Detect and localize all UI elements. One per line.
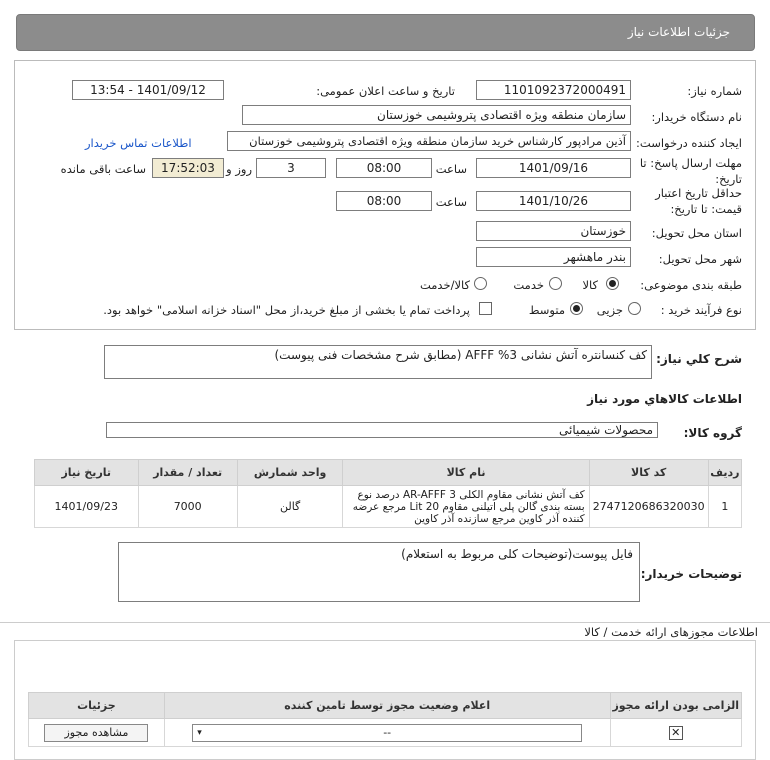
divider xyxy=(0,622,770,623)
goods-section-title: اطلاعات کالاهاي مورد نياز xyxy=(587,392,742,406)
col-unit: واحد شمارش xyxy=(237,460,343,486)
notes-label: توضیحات خریدار: xyxy=(640,567,742,581)
deadline-time-label: ساعت xyxy=(435,162,467,176)
page-title: جزئیات اطلاعات نیاز xyxy=(627,25,730,39)
city-field[interactable]: بندر ماهشهر xyxy=(476,247,631,267)
col-code: کد کالا xyxy=(589,460,708,486)
validity-date-field[interactable]: 1401/10/26 xyxy=(476,191,631,211)
buyer-field[interactable]: سازمان منطقه ویژه اقتصادی پتروشیمی خوزستان xyxy=(242,105,631,125)
summary-label: شرح کلي نياز: xyxy=(656,352,742,366)
cell-code: 2747120686320030 xyxy=(589,486,708,528)
cell-date: 1401/09/23 xyxy=(35,486,139,528)
col-name: نام کالا xyxy=(343,460,589,486)
validity-label-1: حداقل تاریخ اعتبار xyxy=(655,186,742,200)
process-radio-medium[interactable] xyxy=(570,302,583,315)
process-option-minor: جزیی xyxy=(596,303,623,317)
summary-field[interactable]: کف کنسانتره آتش نشانی AFFF %3 (مطابق شرح مشخصات فنی پیوست) xyxy=(104,345,652,379)
deadline-time-field[interactable]: 08:00 xyxy=(336,158,432,178)
col-date: تاریخ نیاز xyxy=(35,460,139,486)
lic-col-required: الزامی بودن ارائه مجوز xyxy=(610,693,741,719)
license-status-select[interactable] xyxy=(192,724,582,742)
table-row[interactable] xyxy=(35,486,742,528)
licenses-table-header xyxy=(29,693,742,719)
days-label: روز و xyxy=(226,162,252,176)
process-radio-minor[interactable] xyxy=(628,302,641,315)
days-count-field[interactable]: 3 xyxy=(256,158,326,178)
chevron-down-icon: ▾ xyxy=(197,727,202,738)
process-option-medium: متوسط xyxy=(528,303,565,317)
lic-status-cell xyxy=(164,719,610,747)
lic-required-cell xyxy=(610,719,741,747)
view-license-button[interactable]: مشاهده مجوز xyxy=(44,724,148,742)
deadline-label-2: تاریخ: xyxy=(715,172,742,186)
goods-group-label: گروه کالا: xyxy=(683,426,742,440)
need-number-field[interactable]: 1101092372000491 xyxy=(476,80,631,100)
creator-field[interactable]: آذین مرادپور کارشناس خرید سازمان منطقه ویژه اقتصادی پتروشیمی خوزستان xyxy=(227,131,631,151)
category-radio-service[interactable] xyxy=(549,277,562,290)
category-option-goods-service: کالا/خدمت xyxy=(419,278,470,292)
deadline-label-1: مهلت ارسال پاسخ: تا xyxy=(639,156,742,170)
col-row: ردیف xyxy=(708,460,741,486)
remaining-time-field: 17:52:03 xyxy=(152,158,224,178)
category-radio-goods[interactable] xyxy=(606,277,619,290)
buyer-label: نام دستگاه خریدار: xyxy=(651,110,742,124)
city-label: شهر محل تحویل: xyxy=(658,252,742,266)
validity-time-field[interactable]: 08:00 xyxy=(336,191,432,211)
table-row xyxy=(29,719,742,747)
lic-col-status: اعلام وضعیت مجوز توسط تامین کننده xyxy=(164,693,610,719)
category-radio-goods-service[interactable] xyxy=(474,277,487,290)
lic-col-details: جزئیات xyxy=(29,693,165,719)
validity-time-label: ساعت xyxy=(435,195,467,209)
category-label: طبقه بندی موضوعی: xyxy=(640,278,742,292)
treasury-note: پرداخت تمام یا بخشی از مبلغ خرید،از محل "اسناد خزانه اسلامی" خواهد بود. xyxy=(103,303,470,317)
cell-unit: گالن xyxy=(237,486,343,528)
col-qty: تعداد / مقدار xyxy=(138,460,237,486)
validity-label-2: قیمت: تا تاریخ: xyxy=(670,202,742,216)
cell-row: 1 xyxy=(708,486,741,528)
buyer-contact-link[interactable]: اطلاعات تماس خریدار xyxy=(85,136,192,150)
licenses-table xyxy=(28,692,742,747)
remaining-label: ساعت باقی مانده xyxy=(60,162,146,176)
lic-details-cell xyxy=(29,719,165,747)
notes-field[interactable]: فایل پیوست(توضیحات کلی مربوط به استعلام) xyxy=(118,542,640,602)
process-label: نوع فرآیند خرید : xyxy=(660,303,742,317)
goods-table-header xyxy=(35,460,742,486)
treasury-checkbox[interactable] xyxy=(479,302,492,315)
category-option-goods: کالا xyxy=(582,278,598,292)
announce-label: تاریخ و ساعت اعلان عمومی: xyxy=(316,84,455,98)
page-header xyxy=(16,14,755,51)
license-status-value: -- xyxy=(383,725,392,739)
deadline-date-field[interactable]: 1401/09/16 xyxy=(476,158,631,178)
required-checkbox-icon: ✕ xyxy=(669,726,683,740)
category-option-service: خدمت xyxy=(513,278,544,292)
goods-table xyxy=(34,459,742,528)
announce-field[interactable]: 1401/09/12 - 13:54 xyxy=(72,80,224,100)
need-number-label: شماره نیاز: xyxy=(687,84,742,98)
province-field[interactable]: خوزستان xyxy=(476,221,631,241)
goods-group-field[interactable]: محصولات شیمیائی xyxy=(106,422,658,438)
creator-label: ایجاد کننده درخواست: xyxy=(636,136,742,150)
cell-name: کف آتش نشانی مقاوم الکلی AR-AFFF 3 درصد نوع بسته بندی گالن پلی اتیلنی مقاوم 20 Lit مرجع عرضه کننده آذر کاوین مرجع سازنده آذر کاوین xyxy=(343,486,589,528)
licenses-section-title: اطلاعات مجوزهای ارائه خدمت / کالا xyxy=(584,625,758,639)
province-label: استان محل تحویل: xyxy=(651,226,742,240)
cell-qty: 7000 xyxy=(138,486,237,528)
